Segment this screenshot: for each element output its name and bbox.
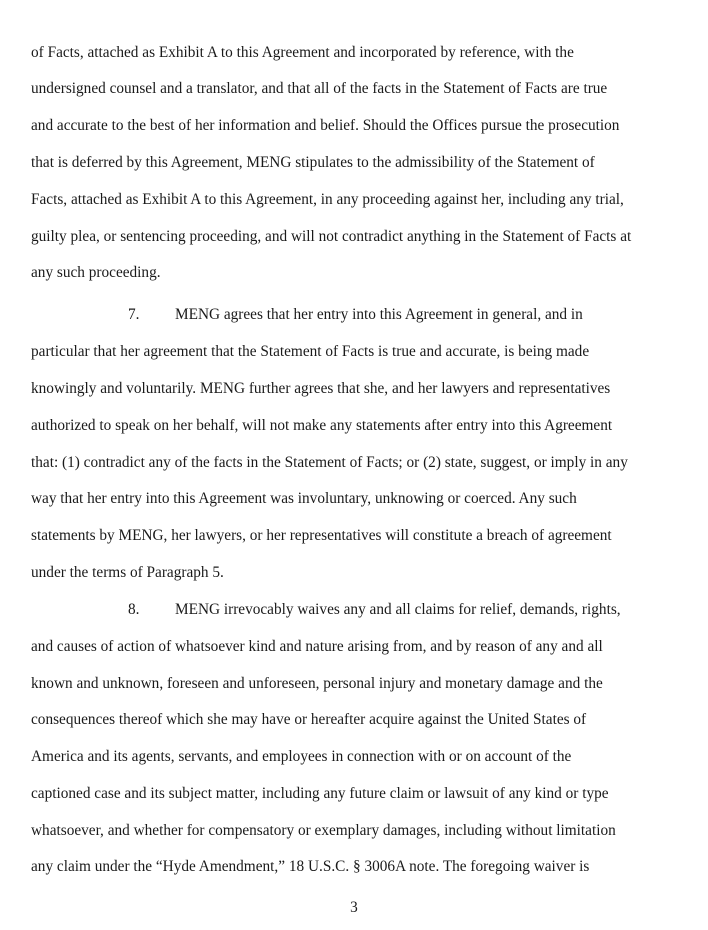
paragraph-8-line: America and its agents, servants, and employees in connection with or on account of the (31, 748, 572, 765)
paragraph-8-number: 8. (128, 601, 140, 618)
paragraph-8-line: captioned case and its subject matter, including any future claim or lawsuit of any kind or type (31, 785, 609, 802)
paragraph-8-line: known and unknown, foreseen and unforeseen, personal injury and monetary damage and the (31, 675, 603, 692)
paragraph-7-line: statements by MENG, her lawyers, or her representatives will constitute a breach of agreement (31, 527, 612, 544)
page-number: 3 (350, 899, 358, 916)
paragraph-8-first-line: MENG irrevocably waives any and all claims for relief, demands, rights, (175, 601, 621, 618)
carryover-line: of Facts, attached as Exhibit A to this Agreement and incorporated by reference, with the (31, 44, 574, 61)
paragraph-7-line: particular that her agreement that the Statement of Facts is true and accurate, is being made (31, 343, 590, 360)
paragraph-7-first-line: MENG agrees that her entry into this Agreement in general, and in (175, 306, 583, 323)
paragraph-7-line: authorized to speak on her behalf, will not make any statements after entry into this Agreement (31, 417, 613, 434)
paragraph-7-number: 7. (128, 306, 140, 323)
paragraph-7-line: knowingly and voluntarily. MENG further agrees that she, and her lawyers and representatives (31, 380, 611, 397)
paragraph-8-line: consequences thereof which she may have or hereafter acquire against the United States of (31, 711, 587, 728)
paragraph-7-line: way that her entry into this Agreement was involuntary, unknowing or coerced. Any such (31, 490, 577, 507)
carryover-line: guilty plea, or sentencing proceeding, and will not contradict anything in the Statement of Facts at (31, 228, 632, 245)
paragraph-8-line: whatsoever, and whether for compensatory or exemplary damages, including without limitation (31, 822, 616, 839)
paragraph-8-line: and causes of action of whatsoever kind and nature arising from, and by reason of any and all (31, 638, 603, 655)
paragraph-7-line: under the terms of Paragraph 5. (31, 564, 224, 581)
carryover-line: Facts, attached as Exhibit A to this Agreement, in any proceeding against her, including any trial, (31, 191, 624, 208)
paragraph-7-line: that: (1) contradict any of the facts in the Statement of Facts; or (2) state, suggest, or imply in any (31, 454, 628, 471)
carryover-line: that is deferred by this Agreement, MENG stipulates to the admissibility of the Statement of (31, 154, 595, 171)
carryover-line: any such proceeding. (31, 264, 161, 281)
carryover-line: and accurate to the best of her information and belief. Should the Offices pursue the prosecution (31, 117, 620, 134)
carryover-line: undersigned counsel and a translator, and that all of the facts in the Statement of Facts are true (31, 80, 608, 97)
paragraph-8-line: any claim under the “Hyde Amendment,” 18 U.S.C. § 3006A note. The foregoing waiver is (31, 858, 590, 875)
